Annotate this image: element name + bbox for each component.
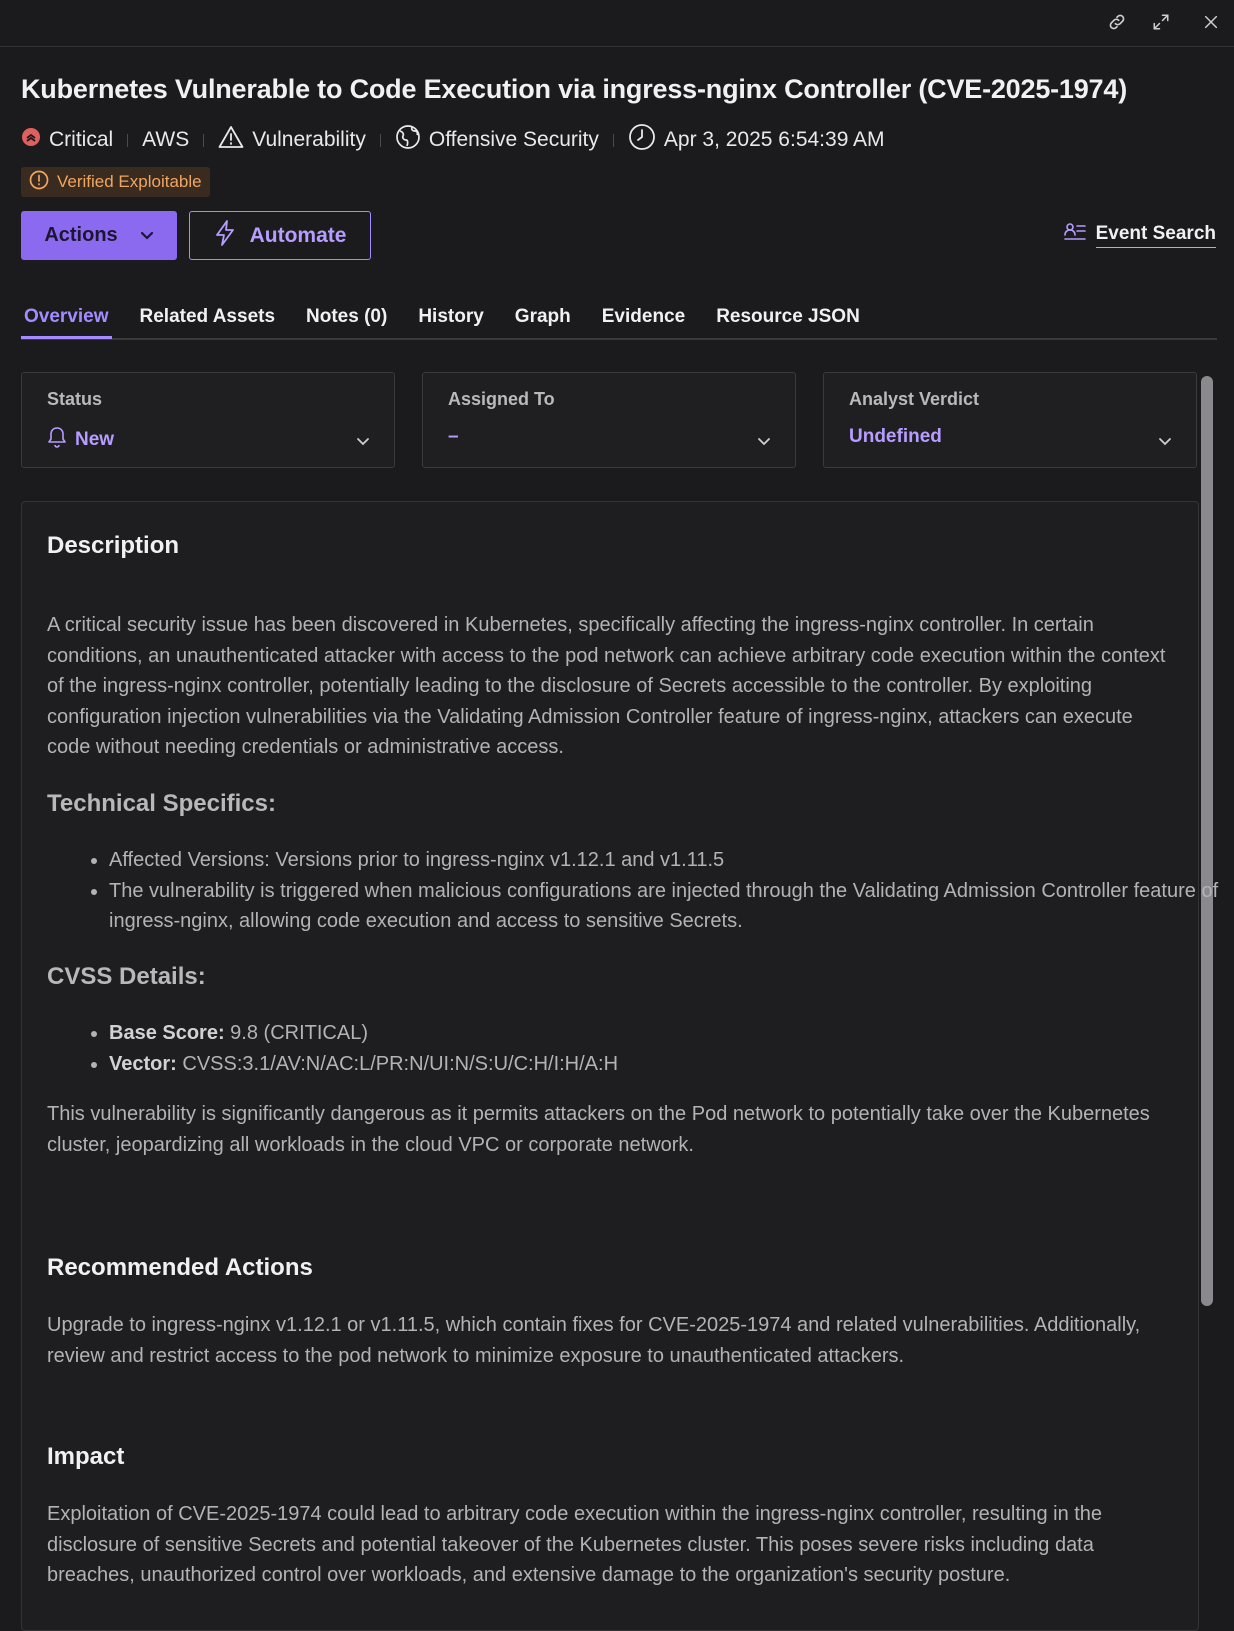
alert-circle-icon bbox=[29, 170, 49, 195]
severity-tag bbox=[21, 127, 113, 153]
timestamp-tag bbox=[628, 123, 885, 157]
list-item bbox=[109, 1018, 1229, 1049]
assigned-field-label: Assigned To bbox=[448, 389, 555, 409]
verdict-field-value: Undefined bbox=[849, 426, 942, 447]
cvss-base-value: 9.8 (CRITICAL) bbox=[224, 1022, 368, 1044]
status-field-value: New bbox=[75, 429, 115, 450]
cvss-heading: CVSS Details: bbox=[47, 963, 206, 990]
meta-divider bbox=[613, 134, 614, 147]
actions-button-label: Actions bbox=[44, 224, 118, 246]
description-intro: A critical security issue has been discovered in Kubernetes, specifically affecting the ingress-nginx controller. In certain conditions, an unauthenticated attacker with access to the pod network can achieve arbitrary code execution within the context of the ingress-nginx controller, potentially leading to the disclosure of Secrets accessible to the controller. By exploiting configuration injection vulnerabilities via the Validating Admission Controller feature of ingress-nginx, attackers can execute code without needing credentials or administrative access. bbox=[47, 614, 1166, 758]
recommended-actions-text: Upgrade to ingress-nginx v1.12.1 or v1.11.5, which contain fixes for CVE-2025-1974 and related vulnerabilities. Additionally, review and restrict access to the pod network to minimize exposure to unauthenticated attackers. bbox=[47, 1314, 1141, 1367]
globe-icon bbox=[395, 124, 421, 156]
critical-severity-icon bbox=[21, 127, 41, 153]
meta-divider bbox=[203, 134, 204, 147]
tab-bar bbox=[21, 300, 1217, 340]
assigned-field-value: – bbox=[448, 426, 459, 447]
description-closing: This vulnerability is significantly dangerous as it permits attackers on the Pod network to potentially take over the Kubernetes cluster, jeopardizing all workloads in the cloud VPC or corporate network. bbox=[47, 1103, 1150, 1156]
meta-divider bbox=[127, 134, 128, 147]
finding-meta-row bbox=[21, 124, 885, 156]
assigned-to-dropdown[interactable] bbox=[422, 372, 796, 468]
chevron-down-icon bbox=[140, 224, 154, 247]
impact-text: Exploitation of CVE-2025-1974 could lead to arbitrary code execution within the ingress-nginx controller, resulting in the disclosure of sensitive Secrets and potential takeover of the Kubernetes cluster. This poses severe risks including data breaches, unauthorized control over workloads, and extensive damage to the organization's security posture. bbox=[47, 1503, 1103, 1586]
verdict-field-label: Analyst Verdict bbox=[849, 389, 980, 409]
expand-icon[interactable] bbox=[1149, 10, 1173, 34]
close-icon[interactable] bbox=[1199, 10, 1223, 34]
tab-related-assets[interactable]: Related Assets bbox=[139, 306, 276, 327]
description-heading: Description bbox=[47, 532, 180, 559]
user-list-icon bbox=[1064, 222, 1086, 248]
category-label: Vulnerability bbox=[252, 128, 366, 151]
bell-icon bbox=[47, 426, 67, 454]
recommended-actions-heading: Recommended Actions bbox=[47, 1254, 313, 1281]
provider-label: AWS bbox=[142, 128, 190, 151]
source-tag bbox=[395, 124, 599, 156]
list-item: • The vulnerability is triggered when malicious configurations are injected through the Validating Admission Controller feature of ingress-nginx, allowing code execution and access to sensitive Secrets. bbox=[109, 876, 1229, 937]
verified-exploitable-badge bbox=[21, 167, 210, 197]
tab-graph[interactable]: Graph bbox=[514, 306, 571, 327]
impact-heading: Impact bbox=[47, 1443, 125, 1470]
event-search-link[interactable] bbox=[1064, 222, 1216, 248]
automate-button-label: Automate bbox=[249, 223, 347, 247]
chevron-down-icon bbox=[757, 433, 771, 451]
timestamp-label: Apr 3, 2025 6:54:39 AM bbox=[663, 128, 885, 151]
event-search-label: Event Search bbox=[1096, 223, 1216, 248]
tab-notes[interactable]: Notes (0) bbox=[306, 306, 388, 327]
details-panel bbox=[21, 501, 1219, 1631]
chevron-down-icon bbox=[356, 433, 370, 451]
analyst-verdict-dropdown[interactable] bbox=[823, 372, 1197, 468]
source-label: Offensive Security bbox=[428, 128, 599, 151]
tab-history[interactable]: History bbox=[418, 306, 484, 327]
status-field-value-row bbox=[47, 426, 114, 454]
tab-evidence[interactable]: Evidence bbox=[601, 306, 686, 327]
link-icon[interactable] bbox=[1105, 10, 1129, 34]
cvss-list bbox=[47, 1018, 1229, 1079]
list-item: • Affected Versions: Versions prior to ingress-nginx v1.12.1 and v1.11.5 bbox=[109, 845, 1229, 876]
badge-label: Verified Exploitable bbox=[57, 172, 202, 191]
automate-button[interactable] bbox=[189, 211, 371, 260]
lightning-icon bbox=[214, 219, 236, 253]
actions-button[interactable] bbox=[21, 211, 177, 260]
cvss-base-label: Base Score: bbox=[109, 1022, 225, 1044]
meta-divider bbox=[380, 134, 381, 147]
scrollbar-thumb[interactable] bbox=[1201, 376, 1213, 1306]
page-title: Kubernetes Vulnerable to Code Execution via ingress-nginx Controller (CVE-2025-1974) bbox=[21, 74, 1127, 104]
severity-label: Critical bbox=[49, 128, 114, 151]
warning-triangle-icon bbox=[218, 125, 244, 155]
status-dropdown[interactable] bbox=[21, 372, 395, 468]
tab-overview[interactable]: Overview bbox=[21, 300, 112, 339]
list-item bbox=[109, 1049, 1229, 1080]
cvss-vector-value: CVSS:3.1/AV:N/AC:L/PR:N/UI:N/S:U/C:H/I:H/A:H bbox=[176, 1052, 619, 1075]
tab-resource-json[interactable]: Resource JSON bbox=[716, 306, 860, 327]
technical-specifics-list bbox=[47, 845, 1229, 937]
status-field-label: Status bbox=[47, 389, 103, 409]
category-tag bbox=[218, 125, 366, 155]
cvss-vector-label: Vector: bbox=[109, 1052, 177, 1075]
technical-specifics-heading: Technical Specifics: bbox=[47, 790, 276, 817]
clock-icon bbox=[628, 123, 656, 157]
provider-tag bbox=[142, 128, 189, 152]
chevron-down-icon bbox=[1158, 433, 1172, 451]
window-top-bar bbox=[0, 0, 1234, 47]
